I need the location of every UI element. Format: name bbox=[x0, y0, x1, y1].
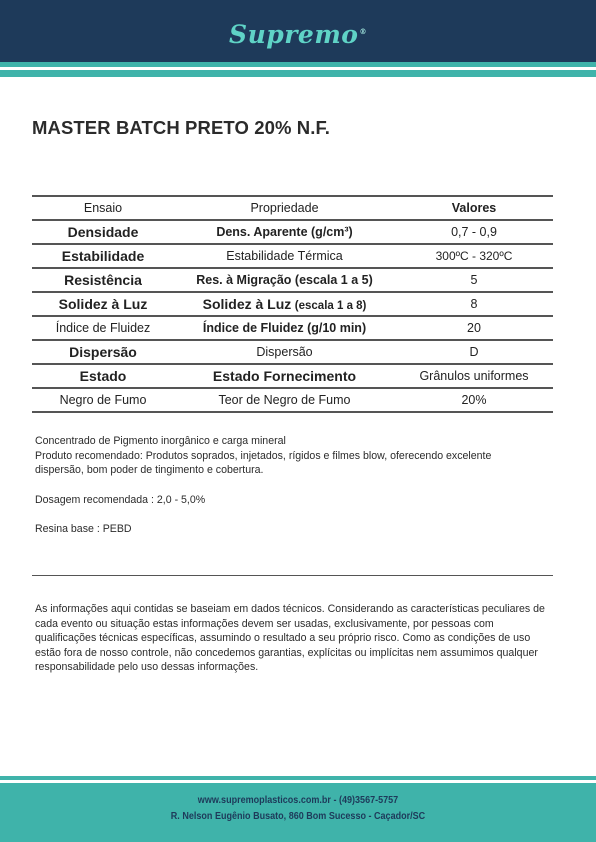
registered-mark: ® bbox=[359, 26, 367, 36]
ensaio-cell: Dispersão bbox=[32, 340, 174, 364]
table-row bbox=[32, 316, 553, 340]
propriedade-cell: Estado Fornecimento bbox=[174, 364, 395, 388]
disclaimer-text: As informações aqui contidas se baseiam em dados técnicos. Considerando as características peculiares de cada evento ou situação estas informações devem ser usadas, exclusivamente, por pessoas com qualificações técnicas específicas, assumindo o resultado a seu próprio risco. Como as condições de uso estão fora de nosso controle, não concedemos garantias, explícitas ou implícitas nem assumimos qualquer responsabilidade pelo uso dessas informações. bbox=[35, 603, 545, 674]
table-row bbox=[32, 340, 553, 364]
ensaio-cell: Densidade bbox=[32, 220, 174, 244]
table-row bbox=[32, 388, 553, 412]
propriedade-cell: Estabilidade Térmica bbox=[174, 244, 395, 268]
note-composition: Concentrado de Pigmento inorgânico e carga mineral bbox=[35, 435, 286, 447]
ensaio-cell: Estabilidade bbox=[32, 244, 174, 268]
header-stripe bbox=[0, 70, 596, 77]
table-row bbox=[32, 364, 553, 388]
ensaio-cell: Resistência bbox=[32, 268, 174, 292]
valor-cell: 300ºC - 320ºC bbox=[395, 244, 553, 268]
section-divider bbox=[32, 575, 553, 576]
propriedade-cell: Res. à Migração (escala 1 a 5) bbox=[174, 268, 395, 292]
header-ensaio: Ensaio bbox=[32, 196, 174, 220]
note-recommendation: Produto recomendado: Produtos soprados, injetados, rígidos e filmes blow, oferecendo excelente dispersão, bom poder de tingimento e cobertura. bbox=[35, 449, 492, 476]
brand-logo bbox=[0, 20, 596, 49]
note-dosage: Dosagem recomendada : 2,0 - 5,0% bbox=[35, 493, 206, 506]
header-valores: Valores bbox=[395, 196, 553, 220]
valor-cell: 0,7 - 0,9 bbox=[395, 220, 553, 244]
table-row bbox=[32, 268, 553, 292]
properties-table bbox=[32, 195, 553, 413]
header-propriedade: Propriedade bbox=[174, 196, 395, 220]
propriedade-main: Solidez à Luz bbox=[202, 296, 292, 312]
page-title: MASTER BATCH PRETO 20% N.F. bbox=[32, 117, 331, 138]
logo-text: Supremo bbox=[229, 20, 359, 49]
valor-cell: 8 bbox=[395, 292, 553, 316]
valor-cell: 20 bbox=[395, 316, 553, 340]
propriedade-cell: Dispersão bbox=[174, 340, 395, 364]
propriedade-cell bbox=[174, 292, 395, 316]
note-resin: Resina base : PEBD bbox=[35, 523, 132, 535]
valor-cell: D bbox=[395, 340, 553, 364]
product-notes bbox=[35, 434, 535, 537]
ensaio-cell: Estado bbox=[32, 364, 174, 388]
valor-cell: 5 bbox=[395, 268, 553, 292]
valor-cell: Grânulos uniformes bbox=[395, 364, 553, 388]
ensaio-cell: Negro de Fumo bbox=[32, 388, 174, 412]
table-row bbox=[32, 220, 553, 244]
propriedade-cell: Índice de Fluidez (g/10 min) bbox=[174, 316, 395, 340]
ensaio-cell: Índice de Fluidez bbox=[32, 316, 174, 340]
ensaio-cell: Solidez à Luz bbox=[32, 292, 174, 316]
footer-contact: www.supremoplasticos.com.br - (49)3567-5757 bbox=[197, 794, 399, 806]
table-header-row bbox=[32, 196, 553, 220]
table-row bbox=[32, 292, 553, 316]
table-row bbox=[32, 244, 553, 268]
valor-cell: 20% bbox=[395, 388, 553, 412]
footer-address: R. Nelson Eugênio Busato, 860 Bom Sucesso - Caçador/SC bbox=[170, 810, 426, 822]
propriedade-cell: Dens. Aparente (g/cm³) bbox=[174, 220, 395, 244]
page-footer bbox=[0, 783, 596, 842]
propriedade-scale: (escala 1 a 8) bbox=[294, 300, 367, 312]
propriedade-cell: Teor de Negro de Fumo bbox=[174, 388, 395, 412]
